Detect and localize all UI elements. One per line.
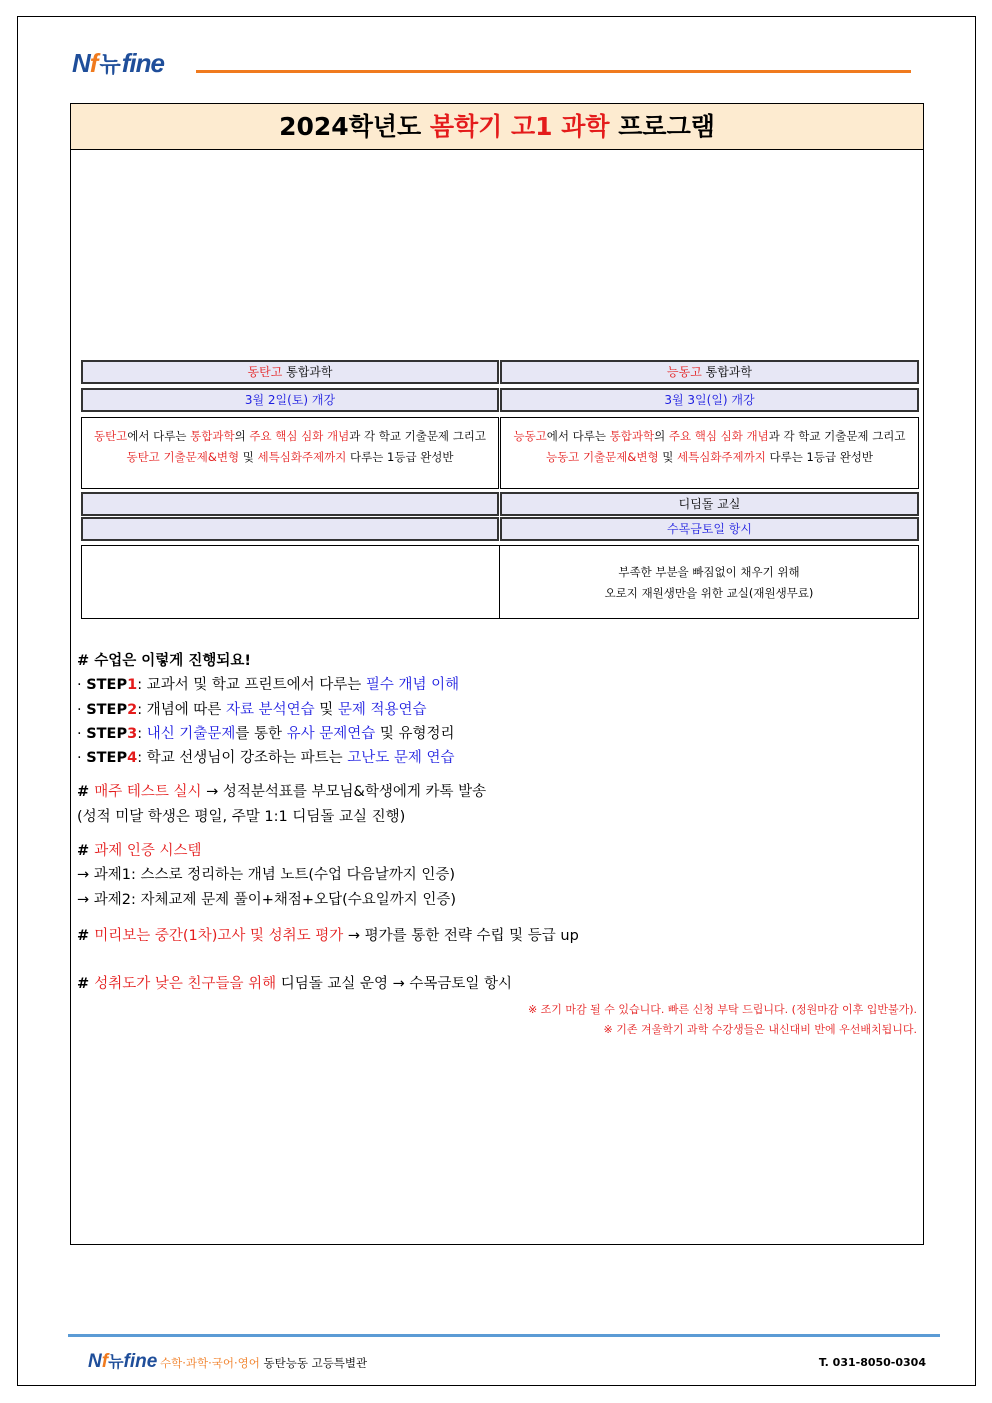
empty-date-left [81, 517, 499, 541]
footer-phone: T. 031-8050-0304 [818, 1356, 926, 1369]
class-header-neungdong: 능동고 통합과학 [500, 360, 919, 384]
class-date-neungdong: 3월 3일(일) 개강 [500, 388, 919, 412]
didimdol-schedule: 수목금토일 항시 [500, 517, 919, 541]
brand-logo: Nf뉴fine [72, 48, 164, 78]
homework-heading: # 과제 인증 시스템 [77, 843, 202, 860]
low-achievers: # 성취도가 낮은 친구들을 위해 디딤돌 교실 운영 → 수목금토일 항시 [77, 976, 513, 993]
footer-subtitle: 수학·과학·국어·영어 동탄능동 고등특별관 [160, 1356, 368, 1370]
step-item: · STEP3: 내신 기출문제를 통한 유사 문제연습 및 유형정리 [77, 725, 455, 742]
step-item: · STEP1: 교과서 및 학교 프린트에서 다루는 필수 개념 이해 [77, 677, 460, 694]
empty-desc-left [81, 545, 500, 619]
homework-item: → 과제2: 자체교제 문제 풀이+채점+오답(수요일까지 인증) [77, 891, 457, 908]
class-header-dongtan: 동탄고 통합과학 [81, 360, 499, 384]
page-title: 2024학년도 봄학기 고1 과학 프로그램 [71, 104, 923, 150]
program-details [77, 649, 579, 997]
footer-logo: Nf뉴fine [88, 1351, 158, 1372]
process-heading: # 수업은 이렇게 진행되요! [77, 653, 251, 669]
header-divider [196, 70, 911, 73]
didimdol-desc: 부족한 부분을 빠짐없이 채우기 위해 오로지 재원생만을 위한 교실(재원생무료) [499, 545, 919, 619]
class-date-dongtan: 3월 2일(토) 개강 [81, 388, 499, 412]
class-desc-neungdong: 능동고에서 다루는 통합과학의 주요 핵심 심화 개념과 각 학교 기출문제 그리고 능동고 기출문제&변형 및 세특심화주제까지 다루는 1등급 완성반 [500, 417, 919, 489]
didimdol-header: 디딤돌 교실 [500, 492, 919, 516]
program-box [70, 103, 924, 1245]
class-desc-dongtan: 동탄고에서 다루는 통합과학의 주요 핵심 심화 개념과 각 학교 기출문제 그리고 동탄고 기출문제&변형 및 세특심화주제까지 다루는 1등급 완성반 [81, 417, 499, 489]
notice: ※ 조기 마감 될 수 있습니다. 빠른 신청 부탁 드립니다. (정원마감 이후 입반불가). ※ 기존 겨울학기 과학 수강생들은 내신대비 반에 우선배치됩니다. [527, 1003, 917, 1036]
step-item: · STEP2: 개념에 따른 자료 분석연습 및 문제 적용연습 [77, 701, 427, 718]
empty-header-left [81, 492, 499, 516]
weekly-test-note: (성적 미달 학생은 평일, 주말 1:1 디딤돌 교실 진행) [77, 808, 406, 825]
homework-item: → 과제1: 스스로 정리하는 개념 노트(수업 다음날까지 인증) [77, 867, 455, 884]
weekly-test: # 매주 테스트 실시 → 성적분석표를 부모님&학생에게 카톡 발송 [77, 784, 487, 801]
step-item: · STEP4: 학교 선생님이 강조하는 파트는 고난도 문제 연습 [77, 750, 455, 767]
preview-exam: # 미리보는 중간(1차)고사 및 성취도 평가 → 평가를 통한 전략 수립 및 등급 up [77, 927, 579, 944]
footer-divider [68, 1334, 940, 1337]
